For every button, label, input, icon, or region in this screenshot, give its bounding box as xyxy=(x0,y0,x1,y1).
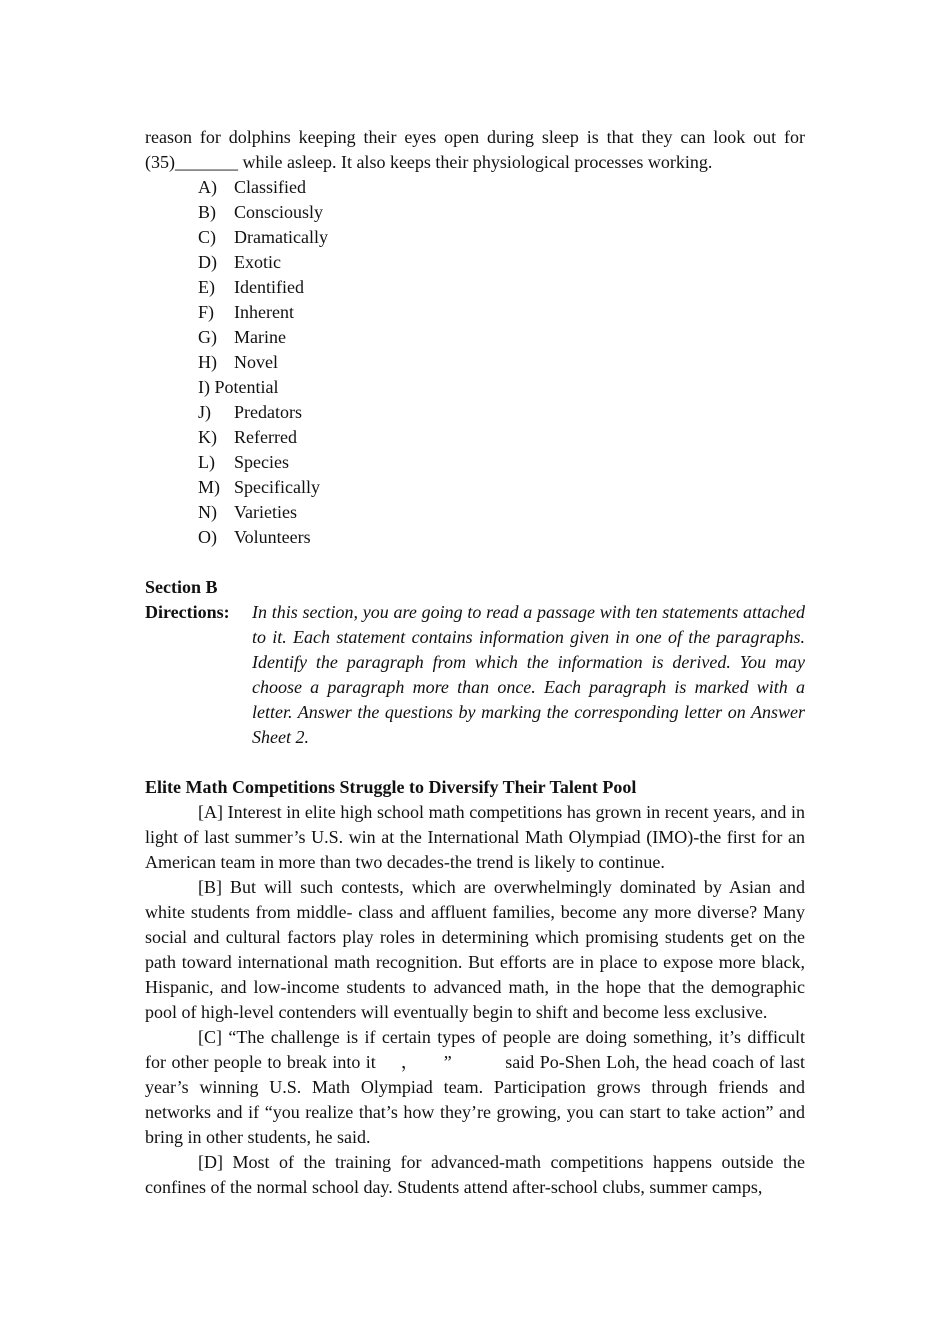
article-title: Elite Math Competitions Struggle to Diversify Their Talent Pool xyxy=(145,777,637,797)
option-item xyxy=(198,225,805,250)
option-word: Referred xyxy=(234,427,297,447)
option-item xyxy=(198,425,805,450)
option-item xyxy=(198,200,805,225)
option-word: Varieties xyxy=(234,502,297,522)
paragraph-b: [B] But will such contests, which are overwhelmingly dominated by Asian and white students from middle- class and affluent families, become any more diverse? Many social and cultural factors play roles in determining which promising students get on the path toward international math recognition. But efforts are in place to expose more black, Hispanic, and low-income students to advanced math, in the hope that the demographic pool of high-level contenders will eventually begin to shift and become less exclusive. xyxy=(145,877,805,1022)
paragraph-c-end: said Po-Shen Loh, the head coach of last year’s winning U.S. Math Olympiad team. Participation grows through friends and networks and if “you realize that’s how they’re growing, you can start to take action” and bring in other students, he said. xyxy=(145,1052,806,1147)
paragraph-c-start: [C] “The challenge is if certain types of people are doing something, it’s difficult for other people to break into it xyxy=(145,1027,805,1072)
option-item xyxy=(198,375,805,400)
option-letter: F) xyxy=(198,302,215,322)
paragraph-a: [A] Interest in elite high school math competitions has grown in recent years, and in light of last summer’s U.S. win at the International Math Olympiad (IMO)-the first for an American team in more than two decades-the trend is likely to continue. xyxy=(145,802,805,872)
document-page xyxy=(145,125,805,1200)
option-item xyxy=(198,250,805,275)
paragraph-c-comma: ， xyxy=(399,1052,420,1072)
option-word: Dramatically xyxy=(234,227,328,247)
option-word: Species xyxy=(234,452,289,472)
option-item xyxy=(198,400,805,425)
word-bank-options xyxy=(145,175,805,550)
option-letter: G) xyxy=(198,327,217,347)
spacer xyxy=(145,750,805,775)
option-word: Marine xyxy=(234,327,286,347)
option-letter: H) xyxy=(198,352,217,372)
option-letter: A) xyxy=(198,177,217,197)
paragraph-c-quote: ” xyxy=(443,1052,452,1072)
option-word: Inherent xyxy=(234,302,294,322)
option-word: Novel xyxy=(234,352,278,372)
paragraph-d: [D] Most of the training for advanced-math competitions happens outside the confines of the normal school day. Students attend after-school clubs, summer camps, xyxy=(145,1152,805,1197)
directions-label: Directions: xyxy=(145,602,230,622)
option-word: Exotic xyxy=(234,252,281,272)
paragraph-c xyxy=(145,1025,805,1150)
option-item xyxy=(198,500,805,525)
option-letter: N) xyxy=(198,502,217,522)
option-letter: I) xyxy=(198,377,210,397)
option-letter: D) xyxy=(198,252,217,272)
option-letter: C) xyxy=(198,227,216,247)
option-word: Classified xyxy=(234,177,306,197)
option-item xyxy=(198,300,805,325)
option-letter: O) xyxy=(198,527,217,547)
option-word: Potential xyxy=(214,377,279,397)
spacer xyxy=(145,550,805,575)
directions-text: In this section, you are going to read a passage with ten statements attached to it. Each statement contains information given in one of the paragraphs. Identify the paragraph from which the information is derived. You may choose a paragraph more than once. Each paragraph is marked with a letter. Answer the questions by marking the corresponding letter on Answer Sheet 2. xyxy=(252,602,805,747)
option-word: Identified xyxy=(234,277,304,297)
option-letter: B) xyxy=(198,202,216,222)
option-word: Consciously xyxy=(234,202,324,222)
option-word: Volunteers xyxy=(234,527,311,547)
option-item xyxy=(198,475,805,500)
option-word: Predators xyxy=(234,402,302,422)
option-word: Specifically xyxy=(234,477,320,497)
option-item xyxy=(198,325,805,350)
option-letter: K) xyxy=(198,427,217,447)
option-item xyxy=(198,350,805,375)
option-item xyxy=(198,275,805,300)
intro-paragraph: reason for dolphins keeping their eyes open during sleep is that they can look out for (35)_______ while asleep. It also keeps their physiological processes working. xyxy=(145,127,805,172)
directions-block xyxy=(145,600,805,750)
option-letter: E) xyxy=(198,277,215,297)
option-item xyxy=(198,450,805,475)
option-letter: J) xyxy=(198,402,211,422)
option-letter: M) xyxy=(198,477,220,497)
option-item xyxy=(198,525,805,550)
option-item xyxy=(198,175,805,200)
option-letter: L) xyxy=(198,452,215,472)
section-heading: Section B xyxy=(145,577,218,597)
